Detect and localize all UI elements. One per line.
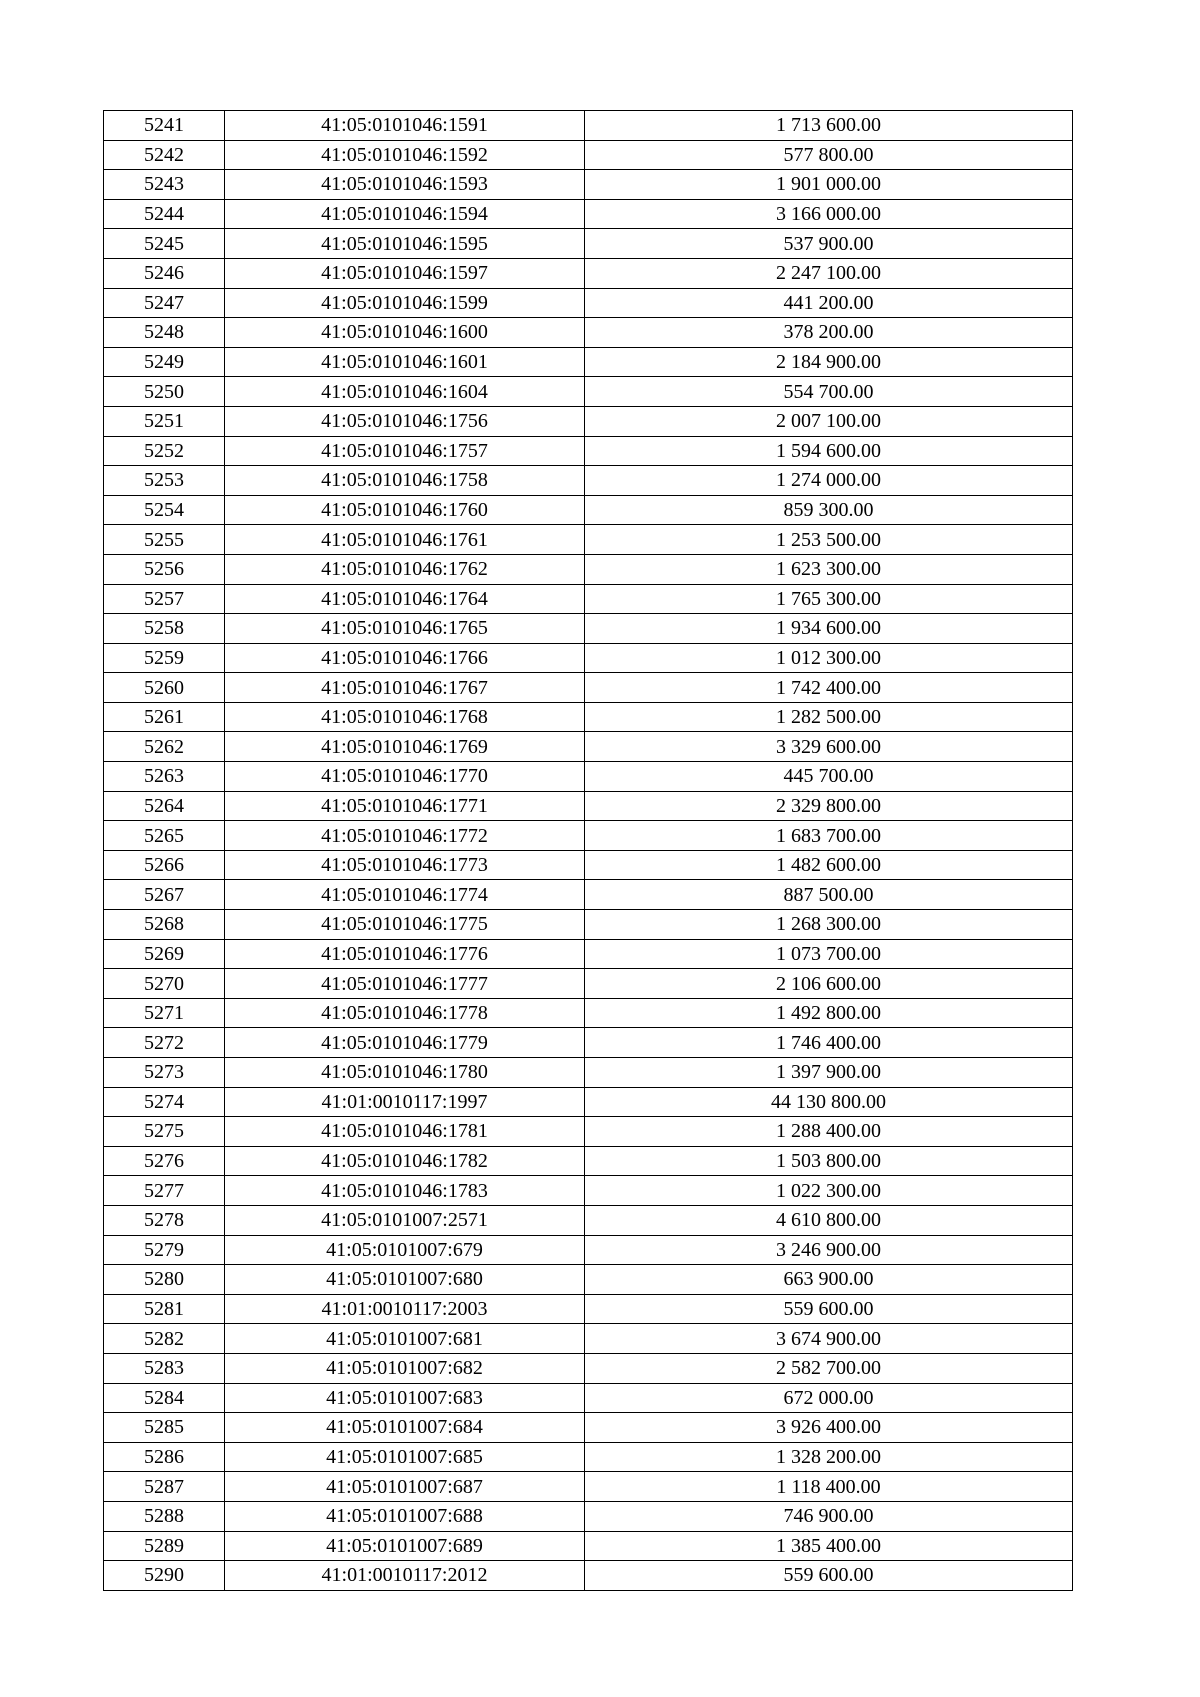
row-number-cell: 5259 xyxy=(104,643,225,673)
table-row xyxy=(104,1235,1073,1265)
cadastral-number-cell: 41:05:0101007:685 xyxy=(225,1442,585,1472)
cadastral-number-cell: 41:05:0101046:1757 xyxy=(225,436,585,466)
cadastral-value-cell: 1 288 400.00 xyxy=(585,1117,1073,1147)
cadastral-value-cell: 663 900.00 xyxy=(585,1265,1073,1295)
cadastral-value-cell: 1 073 700.00 xyxy=(585,939,1073,969)
cadastral-number-cell: 41:05:0101046:1760 xyxy=(225,495,585,525)
row-number-cell: 5275 xyxy=(104,1117,225,1147)
row-number-cell: 5265 xyxy=(104,821,225,851)
row-number-cell: 5282 xyxy=(104,1324,225,1354)
cadastral-value-cell: 554 700.00 xyxy=(585,377,1073,407)
table-row xyxy=(104,1472,1073,1502)
cadastral-value-cell: 672 000.00 xyxy=(585,1383,1073,1413)
table-row xyxy=(104,1294,1073,1324)
table-row xyxy=(104,1561,1073,1591)
row-number-cell: 5286 xyxy=(104,1442,225,1472)
cadastral-value-cell: 3 674 900.00 xyxy=(585,1324,1073,1354)
row-number-cell: 5249 xyxy=(104,347,225,377)
table-row xyxy=(104,229,1073,259)
cadastral-number-cell: 41:05:0101046:1764 xyxy=(225,584,585,614)
row-number-cell: 5284 xyxy=(104,1383,225,1413)
row-number-cell: 5288 xyxy=(104,1501,225,1531)
row-number-cell: 5247 xyxy=(104,288,225,318)
row-number-cell: 5289 xyxy=(104,1531,225,1561)
table-row xyxy=(104,614,1073,644)
row-number-cell: 5274 xyxy=(104,1087,225,1117)
table-row xyxy=(104,1324,1073,1354)
cadastral-number-cell: 41:05:0101046:1761 xyxy=(225,525,585,555)
row-number-cell: 5243 xyxy=(104,170,225,200)
cadastral-number-cell: 41:05:0101046:1769 xyxy=(225,732,585,762)
table-row xyxy=(104,347,1073,377)
table-body xyxy=(104,111,1073,1591)
row-number-cell: 5280 xyxy=(104,1265,225,1295)
row-number-cell: 5290 xyxy=(104,1561,225,1591)
cadastral-number-cell: 41:05:0101046:1779 xyxy=(225,1028,585,1058)
table-row xyxy=(104,466,1073,496)
cadastral-number-cell: 41:05:0101007:683 xyxy=(225,1383,585,1413)
table-row xyxy=(104,821,1073,851)
cadastral-value-cell: 4 610 800.00 xyxy=(585,1205,1073,1235)
table-row xyxy=(104,111,1073,141)
row-number-cell: 5242 xyxy=(104,140,225,170)
table-row xyxy=(104,673,1073,703)
cadastral-value-cell: 1 397 900.00 xyxy=(585,1058,1073,1088)
cadastral-number-cell: 41:05:0101046:1766 xyxy=(225,643,585,673)
row-number-cell: 5253 xyxy=(104,466,225,496)
row-number-cell: 5269 xyxy=(104,939,225,969)
table-row xyxy=(104,436,1073,466)
table-row xyxy=(104,584,1073,614)
cadastral-value-cell: 1 282 500.00 xyxy=(585,702,1073,732)
table-row xyxy=(104,554,1073,584)
cadastral-number-cell: 41:05:0101046:1770 xyxy=(225,762,585,792)
cadastral-value-cell: 3 246 900.00 xyxy=(585,1235,1073,1265)
table-row xyxy=(104,969,1073,999)
cadastral-value-cell: 3 329 600.00 xyxy=(585,732,1073,762)
cadastral-number-cell: 41:05:0101046:1781 xyxy=(225,1117,585,1147)
cadastral-number-cell: 41:01:0010117:2003 xyxy=(225,1294,585,1324)
table-row xyxy=(104,1383,1073,1413)
cadastral-number-cell: 41:05:0101007:682 xyxy=(225,1353,585,1383)
cadastral-number-cell: 41:05:0101046:1600 xyxy=(225,318,585,348)
row-number-cell: 5255 xyxy=(104,525,225,555)
cadastral-number-cell: 41:05:0101046:1762 xyxy=(225,554,585,584)
table-row xyxy=(104,791,1073,821)
cadastral-number-cell: 41:05:0101046:1591 xyxy=(225,111,585,141)
row-number-cell: 5250 xyxy=(104,377,225,407)
table-row xyxy=(104,1353,1073,1383)
cadastral-value-cell: 2 247 100.00 xyxy=(585,258,1073,288)
cadastral-number-cell: 41:05:0101046:1780 xyxy=(225,1058,585,1088)
cadastral-number-cell: 41:05:0101046:1758 xyxy=(225,466,585,496)
table-row xyxy=(104,288,1073,318)
cadastral-value-cell: 1 328 200.00 xyxy=(585,1442,1073,1472)
cadastral-value-cell: 859 300.00 xyxy=(585,495,1073,525)
row-number-cell: 5260 xyxy=(104,673,225,703)
cadastral-number-cell: 41:05:0101046:1604 xyxy=(225,377,585,407)
row-number-cell: 5254 xyxy=(104,495,225,525)
table-row xyxy=(104,525,1073,555)
cadastral-value-cell: 2 106 600.00 xyxy=(585,969,1073,999)
row-number-cell: 5244 xyxy=(104,199,225,229)
row-number-cell: 5276 xyxy=(104,1146,225,1176)
row-number-cell: 5264 xyxy=(104,791,225,821)
cadastral-number-cell: 41:05:0101046:1594 xyxy=(225,199,585,229)
cadastral-number-cell: 41:05:0101007:688 xyxy=(225,1501,585,1531)
row-number-cell: 5267 xyxy=(104,880,225,910)
cadastral-number-cell: 41:05:0101046:1777 xyxy=(225,969,585,999)
table-row xyxy=(104,1501,1073,1531)
cadastral-number-cell: 41:05:0101046:1774 xyxy=(225,880,585,910)
table-row xyxy=(104,1028,1073,1058)
cadastral-value-cell: 2 329 800.00 xyxy=(585,791,1073,821)
cadastral-number-cell: 41:05:0101046:1771 xyxy=(225,791,585,821)
cadastral-value-cell: 1 118 400.00 xyxy=(585,1472,1073,1502)
table-row xyxy=(104,1265,1073,1295)
cadastral-value-cell: 1 492 800.00 xyxy=(585,998,1073,1028)
cadastral-value-cell: 1 765 300.00 xyxy=(585,584,1073,614)
cadastral-value-cell: 441 200.00 xyxy=(585,288,1073,318)
table-row xyxy=(104,850,1073,880)
row-number-cell: 5263 xyxy=(104,762,225,792)
table-row xyxy=(104,643,1073,673)
cadastral-number-cell: 41:01:0010117:1997 xyxy=(225,1087,585,1117)
cadastral-number-cell: 41:05:0101046:1773 xyxy=(225,850,585,880)
cadastral-value-cell: 1 268 300.00 xyxy=(585,910,1073,940)
row-number-cell: 5268 xyxy=(104,910,225,940)
cadastral-number-cell: 41:05:0101046:1783 xyxy=(225,1176,585,1206)
row-number-cell: 5258 xyxy=(104,614,225,644)
cadastral-value-cell: 1 746 400.00 xyxy=(585,1028,1073,1058)
row-number-cell: 5278 xyxy=(104,1205,225,1235)
row-number-cell: 5251 xyxy=(104,406,225,436)
table-row xyxy=(104,406,1073,436)
row-number-cell: 5270 xyxy=(104,969,225,999)
table-row xyxy=(104,732,1073,762)
table-row xyxy=(104,910,1073,940)
table-row xyxy=(104,762,1073,792)
table-row xyxy=(104,1205,1073,1235)
cadastral-value-cell: 1 385 400.00 xyxy=(585,1531,1073,1561)
cadastral-number-cell: 41:05:0101046:1595 xyxy=(225,229,585,259)
table-row xyxy=(104,1058,1073,1088)
cadastral-value-cell: 1 683 700.00 xyxy=(585,821,1073,851)
row-number-cell: 5281 xyxy=(104,1294,225,1324)
cadastral-number-cell: 41:05:0101007:2571 xyxy=(225,1205,585,1235)
cadastral-value-cell: 378 200.00 xyxy=(585,318,1073,348)
cadastral-number-cell: 41:05:0101046:1601 xyxy=(225,347,585,377)
row-number-cell: 5272 xyxy=(104,1028,225,1058)
table-row xyxy=(104,495,1073,525)
table-row xyxy=(104,880,1073,910)
cadastral-value-cell: 1 022 300.00 xyxy=(585,1176,1073,1206)
cadastral-value-cell: 44 130 800.00 xyxy=(585,1087,1073,1117)
row-number-cell: 5285 xyxy=(104,1413,225,1443)
cadastral-number-cell: 41:05:0101007:679 xyxy=(225,1235,585,1265)
cadastral-value-cell: 1 742 400.00 xyxy=(585,673,1073,703)
row-number-cell: 5252 xyxy=(104,436,225,466)
table-row xyxy=(104,377,1073,407)
cadastral-value-cell: 887 500.00 xyxy=(585,880,1073,910)
cadastral-value-cell: 1 901 000.00 xyxy=(585,170,1073,200)
table-row xyxy=(104,939,1073,969)
cadastral-number-cell: 41:01:0010117:2012 xyxy=(225,1561,585,1591)
cadastral-number-cell: 41:05:0101046:1768 xyxy=(225,702,585,732)
cadastral-value-cell: 577 800.00 xyxy=(585,140,1073,170)
cadastral-value-cell: 2 582 700.00 xyxy=(585,1353,1073,1383)
row-number-cell: 5248 xyxy=(104,318,225,348)
cadastral-value-cell: 746 900.00 xyxy=(585,1501,1073,1531)
table-row xyxy=(104,1176,1073,1206)
cadastral-value-cell: 1 253 500.00 xyxy=(585,525,1073,555)
row-number-cell: 5266 xyxy=(104,850,225,880)
cadastral-value-cell: 1 482 600.00 xyxy=(585,850,1073,880)
row-number-cell: 5271 xyxy=(104,998,225,1028)
cadastral-value-cell: 1 274 000.00 xyxy=(585,466,1073,496)
row-number-cell: 5277 xyxy=(104,1176,225,1206)
row-number-cell: 5241 xyxy=(104,111,225,141)
cadastral-value-cell: 3 926 400.00 xyxy=(585,1413,1073,1443)
cadastral-number-cell: 41:05:0101046:1782 xyxy=(225,1146,585,1176)
cadastral-value-table xyxy=(103,110,1073,1591)
row-number-cell: 5262 xyxy=(104,732,225,762)
row-number-cell: 5287 xyxy=(104,1472,225,1502)
table-row xyxy=(104,258,1073,288)
cadastral-value-cell: 1 503 800.00 xyxy=(585,1146,1073,1176)
cadastral-number-cell: 41:05:0101007:681 xyxy=(225,1324,585,1354)
cadastral-number-cell: 41:05:0101007:684 xyxy=(225,1413,585,1443)
table-row xyxy=(104,1413,1073,1443)
cadastral-number-cell: 41:05:0101046:1592 xyxy=(225,140,585,170)
row-number-cell: 5279 xyxy=(104,1235,225,1265)
cadastral-number-cell: 41:05:0101046:1597 xyxy=(225,258,585,288)
cadastral-value-cell: 559 600.00 xyxy=(585,1294,1073,1324)
table-row xyxy=(104,199,1073,229)
row-number-cell: 5273 xyxy=(104,1058,225,1088)
cadastral-value-cell: 2 007 100.00 xyxy=(585,406,1073,436)
row-number-cell: 5257 xyxy=(104,584,225,614)
table-row xyxy=(104,1531,1073,1561)
cadastral-number-cell: 41:05:0101046:1599 xyxy=(225,288,585,318)
row-number-cell: 5256 xyxy=(104,554,225,584)
table-row xyxy=(104,140,1073,170)
cadastral-number-cell: 41:05:0101007:687 xyxy=(225,1472,585,1502)
cadastral-number-cell: 41:05:0101046:1756 xyxy=(225,406,585,436)
cadastral-value-cell: 1 012 300.00 xyxy=(585,643,1073,673)
cadastral-number-cell: 41:05:0101007:680 xyxy=(225,1265,585,1295)
row-number-cell: 5246 xyxy=(104,258,225,288)
cadastral-value-cell: 1 934 600.00 xyxy=(585,614,1073,644)
cadastral-value-cell: 1 623 300.00 xyxy=(585,554,1073,584)
cadastral-value-cell: 1 713 600.00 xyxy=(585,111,1073,141)
table-row xyxy=(104,998,1073,1028)
cadastral-number-cell: 41:05:0101046:1765 xyxy=(225,614,585,644)
row-number-cell: 5245 xyxy=(104,229,225,259)
table-row xyxy=(104,318,1073,348)
cadastral-number-cell: 41:05:0101046:1776 xyxy=(225,939,585,969)
cadastral-value-cell: 537 900.00 xyxy=(585,229,1073,259)
table-row xyxy=(104,1117,1073,1147)
cadastral-value-cell: 445 700.00 xyxy=(585,762,1073,792)
cadastral-value-cell: 559 600.00 xyxy=(585,1561,1073,1591)
cadastral-number-cell: 41:05:0101046:1767 xyxy=(225,673,585,703)
row-number-cell: 5283 xyxy=(104,1353,225,1383)
table-row xyxy=(104,1442,1073,1472)
table-row xyxy=(104,170,1073,200)
cadastral-value-cell: 2 184 900.00 xyxy=(585,347,1073,377)
cadastral-number-cell: 41:05:0101046:1772 xyxy=(225,821,585,851)
table-row xyxy=(104,702,1073,732)
cadastral-value-cell: 3 166 000.00 xyxy=(585,199,1073,229)
table-row xyxy=(104,1087,1073,1117)
cadastral-number-cell: 41:05:0101007:689 xyxy=(225,1531,585,1561)
cadastral-number-cell: 41:05:0101046:1775 xyxy=(225,910,585,940)
row-number-cell: 5261 xyxy=(104,702,225,732)
cadastral-number-cell: 41:05:0101046:1778 xyxy=(225,998,585,1028)
cadastral-value-cell: 1 594 600.00 xyxy=(585,436,1073,466)
table-row xyxy=(104,1146,1073,1176)
cadastral-number-cell: 41:05:0101046:1593 xyxy=(225,170,585,200)
